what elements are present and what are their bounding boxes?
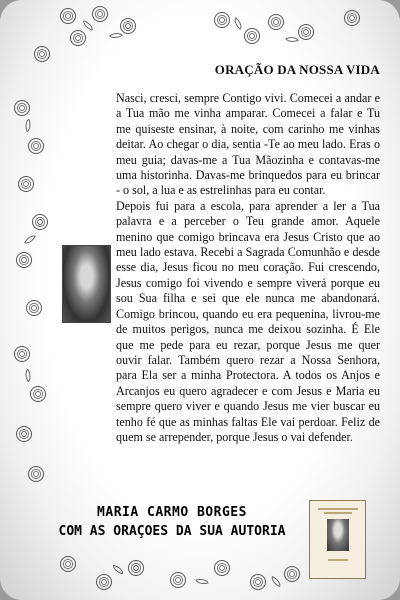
rose-icon — [214, 12, 230, 28]
author-caption — [46, 499, 298, 549]
rose-icon — [14, 346, 30, 362]
prayer-paragraph: Nasci, cresci, sempre Contigo vivi. Comecei a andar e a Tua mão me vinha amparar. Comecei a falar e Tu me quiseste ensinar, à noite, com carinho me vinhas deitar. Ao chegar o dia, sentia -Te ao meu lado. Eras o meu guia; davas-me a Tua Mãozinha e contavas-me uma historinha. Davas-me brinquedos para eu brincar - o sol, a lua e as estrelinhas para eu contar. — [116, 91, 380, 198]
prayer-paragraph: Depois fui para a escola, para aprender a ler a Tua palavra e a perceber o Teu grande amor. Aquele menino que comigo brincava era Jesus Cristo que ao meu lado estava. Recebi a Sagrada Comunhão e desde esse dia, Jesus ficou no meu coração. Fui crescendo, Jesus comigo foi vivendo e sempre viverá porque eu sou Sua filha e sei que ele nunca me abandonará. Comigo brincou, quando eu era pequenina, livrou-me de muitos perigos, nunca me deixou sozinha. É Ele que me pede para eu rezar, porque Jesus me quer ouvir falar. Também quero rezar a Nossa Senhora, para Ela ser a minha Protectora. A todos os Anjos e Arcanjos eu quero agradecer e com Jesus e Maria eu sempre quero viver e quando Jesus me vier buscar eu tenho fé que as minhas faltas Ele vai perdoar. Feliz de quem se arrepender, porque Jesus o vai defender. — [116, 198, 380, 444]
rose-icon — [60, 556, 76, 572]
author-name: MARIA CARMO BORGES — [97, 505, 247, 520]
rose-icon — [92, 6, 108, 22]
rose-icon — [70, 30, 86, 46]
leaf-icon — [23, 119, 34, 133]
book-cover-image — [309, 500, 366, 579]
prayer-body — [116, 91, 380, 445]
rose-icon — [60, 8, 76, 24]
book-title-line — [324, 512, 352, 514]
rose-icon — [298, 24, 314, 40]
leaf-icon — [109, 29, 123, 41]
rose-icon — [32, 214, 48, 230]
book-title-line — [318, 508, 358, 510]
leaf-icon — [22, 369, 34, 383]
rose-icon — [18, 176, 34, 192]
rose-icon — [120, 18, 136, 34]
leaf-icon — [285, 34, 299, 45]
rose-icon — [170, 572, 186, 588]
author-subtitle: COM AS ORAÇOES DA SUA AUTORIA — [58, 524, 286, 539]
leaf-icon — [231, 17, 245, 30]
prayer-title: ORAÇÃO DA NOSSA VIDA — [214, 62, 380, 77]
rose-icon — [34, 46, 50, 62]
rose-icon — [250, 574, 266, 590]
rose-icon — [96, 574, 112, 590]
rose-icon — [16, 252, 32, 268]
rose-icon — [28, 466, 44, 482]
rose-icon — [16, 426, 32, 442]
book-portrait-image — [327, 519, 349, 551]
rose-icon — [30, 386, 46, 402]
rose-icon — [214, 560, 230, 576]
rose-icon — [284, 566, 300, 582]
rose-icon — [28, 138, 44, 154]
book-author-line — [328, 559, 348, 561]
rose-icon — [268, 14, 284, 30]
leaf-icon — [111, 565, 124, 575]
rose-icon — [26, 300, 42, 316]
rose-icon — [344, 10, 360, 26]
leaf-icon — [81, 20, 95, 31]
angel-image — [62, 245, 111, 323]
rose-icon — [14, 100, 30, 116]
rose-icon — [128, 560, 144, 576]
leaf-icon — [195, 577, 208, 587]
leaf-icon — [269, 576, 283, 587]
leaf-icon — [24, 233, 36, 247]
rose-icon — [244, 28, 260, 44]
